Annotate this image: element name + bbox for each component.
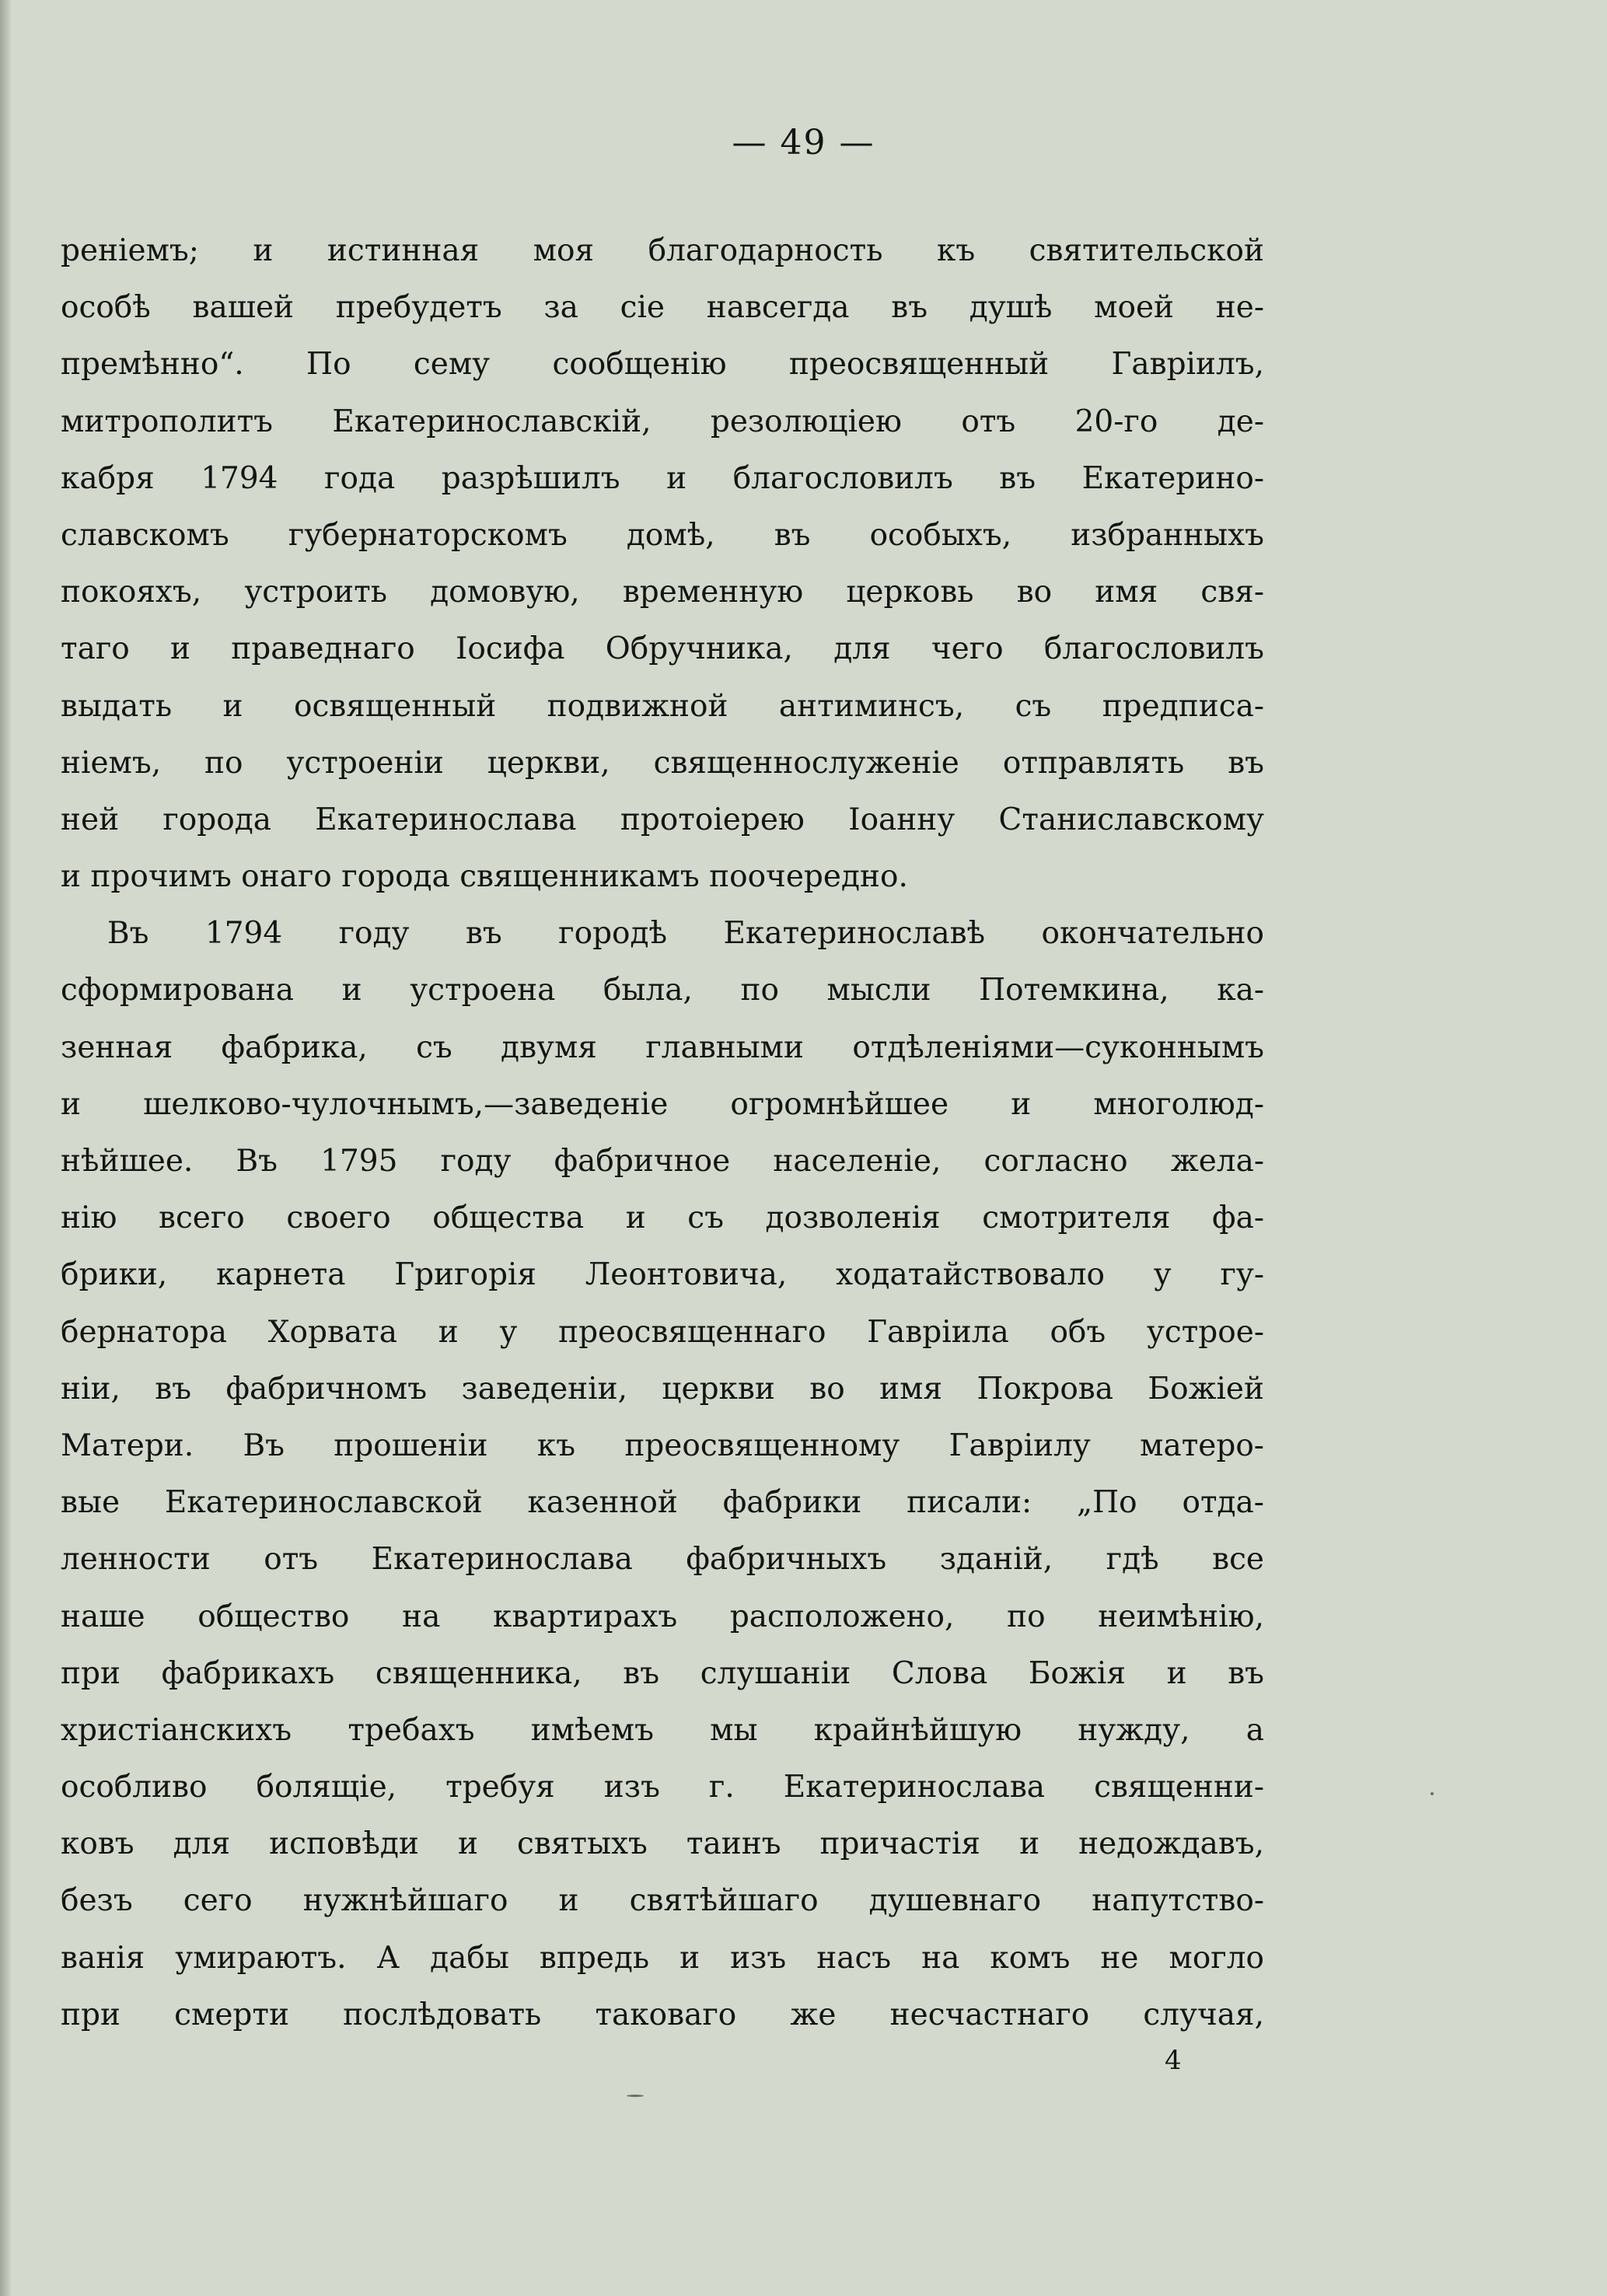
text-line: нѣйшее. Въ 1795 году фабричное населеніе, согласно жела- [61, 1144, 1264, 1179]
text-line: премѣнно“. По сему сообщенію преосвященный Гавріилъ, [61, 347, 1264, 383]
text-line: реніемъ; и истинная моя благодарность къ святительской [61, 233, 1264, 268]
text-line: брики, карнета Григорія Леонтовича, ходатайствовало у гу- [61, 1257, 1264, 1293]
text-line: ніи, въ фабричномъ заведеніи, церкви во имя Покрова Божіей [61, 1371, 1264, 1407]
text-line: и прочимъ онаго города священникамъ поочередно. [61, 859, 908, 895]
text-line: зенная фабрика, съ двумя главными отдѣленіями—суконнымъ [61, 1029, 1264, 1065]
page-binding-edge [0, 0, 11, 2296]
text-line: нію всего своего общества и съ дозволенія смотрителя фа- [61, 1200, 1264, 1236]
text-line: ніемъ, по устроеніи церкви, священнослуженіе отправлять въ [61, 745, 1264, 781]
paper-speck [627, 2095, 644, 2097]
text-line: бернатора Хорвата и у преосвященнаго Гавріила объ устрое- [61, 1314, 1264, 1350]
text-line: ванія умираютъ. А дабы впредь и изъ насъ на комъ не могло [61, 1940, 1264, 1976]
text-line: вые Екатеринославской казенной фабрики писали: „По отда- [61, 1485, 1264, 1521]
text-line: при фабрикахъ священника, въ слушаніи Слова Божія и въ [61, 1655, 1264, 1691]
text-line: и шелково-чулочнымъ,—заведеніе огромнѣйшее и многолюд- [61, 1086, 1264, 1122]
text-line: славскомъ губернаторскомъ домѣ, въ особыхъ, избранныхъ [61, 517, 1264, 553]
text-line: Матери. Въ прошеніи къ преосвященному Гавріилу матеро- [61, 1428, 1264, 1463]
text-line: наше общество на квартирахъ расположено, по неимѣнію, [61, 1599, 1264, 1634]
text-line: ней города Екатеринослава протоіерею Іоанну Станиславскому [61, 802, 1264, 837]
text-line: христіанскихъ требахъ имѣемъ мы крайнѣйшую нужду, а [61, 1712, 1264, 1748]
body-text [61, 222, 1264, 2043]
text-line: митрополитъ Екатеринославскій, резолюціею отъ 20-го де- [61, 404, 1264, 439]
text-line: покояхъ, устроить домовую, временную церковь во имя свя- [61, 575, 1264, 610]
paper-speck [1431, 1792, 1434, 1795]
page-number: — 49 — [732, 123, 875, 163]
text-line: выдать и освященный подвижной антиминсъ, съ предписа- [61, 688, 1264, 724]
text-line: особливо болящіе, требуя изъ г. Екатеринослава священни- [61, 1770, 1264, 1805]
text-line: ковъ для исповѣди и святыхъ таинъ причастія и недождавъ, [61, 1826, 1264, 1862]
text-line: Въ 1794 году въ городѣ Екатеринославѣ окончательно [107, 916, 1264, 952]
text-line: кабря 1794 года разрѣшилъ и благословилъ въ Екатерино- [61, 460, 1264, 496]
signature-mark: 4 [1165, 2045, 1182, 2076]
text-line: безъ сего нужнѣйшаго и святѣйшаго душевнаго напутство- [61, 1883, 1264, 1919]
text-line: при смерти послѣдовать таковаго же несчастнаго случая, [61, 1997, 1264, 2032]
text-line: особѣ вашей пребудетъ за сіе навсегда въ душѣ моей не- [61, 290, 1264, 326]
text-line: ленности отъ Екатеринослава фабричныхъ зданій, гдѣ все [61, 1542, 1264, 1578]
text-line: сформирована и устроена была, по мысли Потемкина, ка- [61, 973, 1264, 1008]
text-line: таго и праведнаго Іосифа Обручника, для чего благословилъ [61, 631, 1264, 667]
